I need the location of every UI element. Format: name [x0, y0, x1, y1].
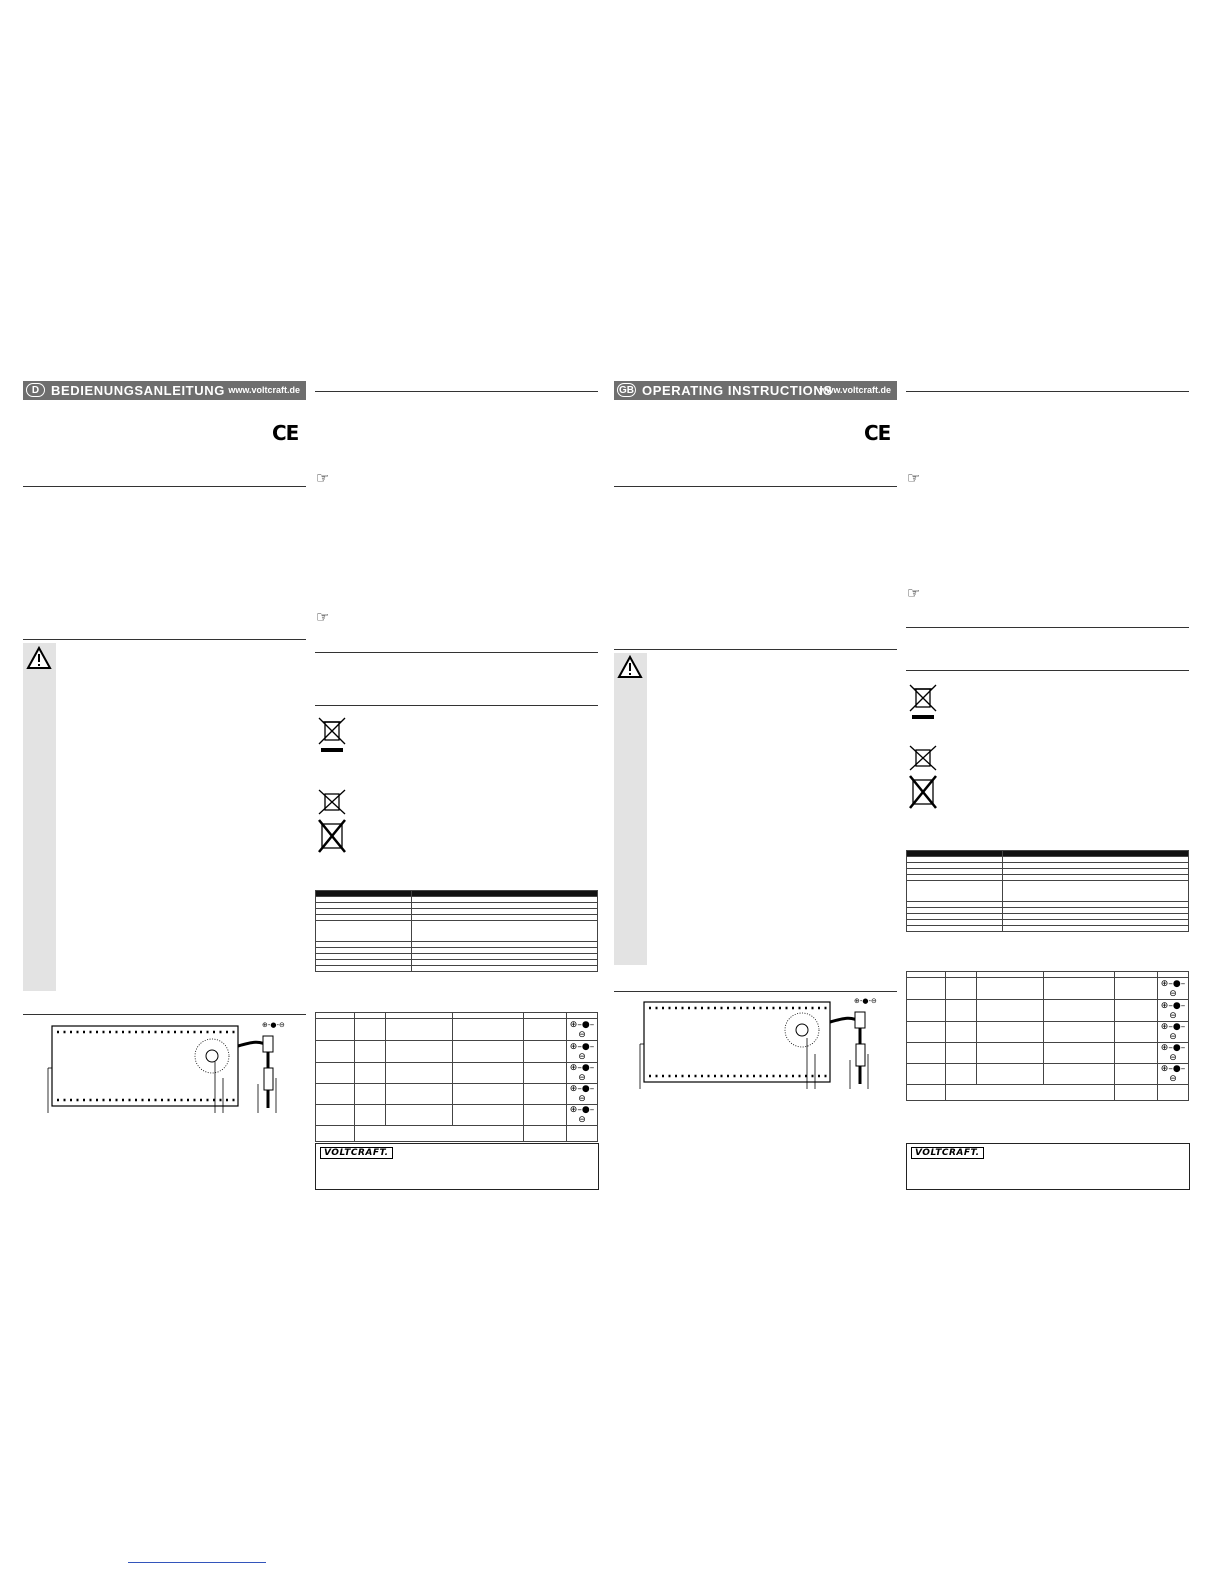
crossed-bin-icon	[317, 790, 347, 860]
barrel-plug-polarity-icon: ⊕–●–⊖	[1158, 1022, 1189, 1043]
hand-pointer-icon: ☞	[907, 584, 921, 602]
section-rule	[614, 486, 897, 487]
warning-triangle-icon	[27, 647, 51, 669]
english-header-bar	[614, 381, 897, 400]
barrel-plug-polarity-icon: ⊕–●–⊖	[1158, 978, 1189, 1000]
section-rule	[614, 649, 897, 650]
barrel-plug-polarity-icon: ⊕–●–⊖	[1158, 1064, 1189, 1085]
brand-logo: VOLTCRAFT.	[911, 1147, 984, 1159]
section-rule	[23, 639, 306, 640]
section-rule	[315, 705, 598, 706]
german-title: BEDIENUNGSANLEITUNG	[51, 383, 225, 398]
section-rule	[315, 652, 598, 653]
warning-sidebar	[23, 643, 56, 991]
barrel-plug-polarity-icon: ⊕–●–⊖	[567, 1105, 598, 1126]
barrel-plug-polarity-icon: ⊕–●–⊖	[567, 1084, 598, 1105]
barrel-plug-polarity-icon: ⊕–●–⊖	[567, 1019, 598, 1041]
german-header-bar	[23, 381, 306, 400]
language-badge: D	[26, 383, 45, 397]
ce-mark-icon: CE	[272, 421, 299, 445]
svg-text:⊕-●-⊖: ⊕-●-⊖	[262, 1021, 285, 1029]
barrel-plug-polarity-icon: ⊕–●–⊖	[1158, 1000, 1189, 1022]
section-rule	[906, 391, 1189, 392]
brand-box	[906, 1143, 1190, 1190]
english-title: OPERATING INSTRUCTIONS	[642, 383, 833, 398]
warning-sidebar	[614, 653, 647, 965]
compatibility-table	[906, 971, 1189, 1101]
barrel-plug-polarity-icon: ⊕–●–⊖	[567, 1041, 598, 1063]
barrel-plug-polarity-icon: ⊕–●–⊖	[1158, 1043, 1189, 1064]
compatibility-table	[315, 1012, 598, 1142]
crossed-bin-icon	[317, 716, 347, 756]
barrel-plug-polarity-icon: ⊕–●–⊖	[567, 1063, 598, 1084]
brand-logo: VOLTCRAFT.	[320, 1147, 393, 1159]
section-rule	[906, 670, 1189, 671]
english-url: www.voltcraft.de	[819, 385, 891, 395]
spec-table	[315, 890, 598, 972]
crossed-bin-icon	[908, 746, 938, 816]
section-rule	[23, 486, 306, 487]
warning-triangle-icon	[618, 656, 642, 678]
section-rule	[906, 627, 1189, 628]
section-rule	[614, 991, 897, 992]
hand-pointer-icon: ☞	[316, 469, 330, 487]
hand-pointer-icon: ☞	[316, 608, 330, 626]
section-rule	[315, 391, 598, 392]
device-drawing	[632, 994, 882, 1094]
footer-link-underline[interactable]	[128, 1562, 266, 1563]
svg-text:⊕-●-⊖: ⊕-●-⊖	[854, 997, 877, 1005]
section-rule	[23, 1014, 306, 1015]
brand-box	[315, 1143, 599, 1190]
hand-pointer-icon: ☞	[907, 469, 921, 487]
device-drawing	[40, 1018, 290, 1118]
language-badge: GB	[619, 385, 634, 396]
spec-table	[906, 850, 1189, 932]
crossed-bin-icon	[908, 683, 938, 723]
ce-mark-icon: CE	[864, 421, 891, 445]
german-url: www.voltcraft.de	[228, 385, 300, 395]
